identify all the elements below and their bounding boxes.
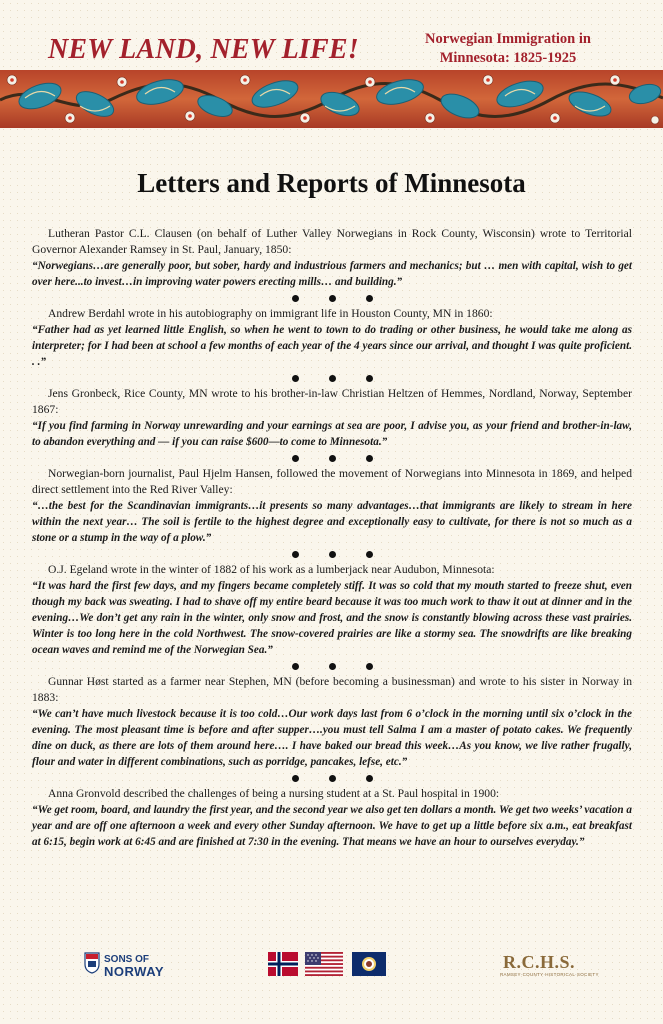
divider-dot bbox=[292, 775, 299, 782]
sponsor-footer bbox=[0, 944, 663, 984]
sons-line-2: NORWAY bbox=[104, 964, 165, 979]
norway-flag-icon bbox=[268, 952, 298, 976]
letter-entry-berdahl bbox=[32, 306, 632, 370]
letter-entry-clausen bbox=[32, 226, 632, 290]
sons-line-1: SONS OF bbox=[104, 954, 150, 965]
minnesota-flag-icon bbox=[352, 952, 386, 976]
rchs-wordmark: R.C.H.S. bbox=[502, 952, 575, 972]
entry-intro: Anna Gronvold described the challenges of being a nursing student at a St. Paul hospital in 1900: bbox=[48, 787, 500, 800]
subtitle-line-2: Minnesota: 1825-1925 bbox=[439, 50, 577, 66]
letter-entry-gronvold bbox=[32, 786, 632, 850]
exhibit-subtitle bbox=[408, 30, 608, 68]
entry-intro: Andrew Berdahl wrote in his autobiography on immigrant life in Houston County, MN in 1860: bbox=[48, 307, 493, 320]
subtitle-line-1: Norwegian Immigration in bbox=[425, 31, 591, 47]
section-divider bbox=[32, 770, 632, 786]
sons-of-norway-wordmark bbox=[104, 954, 164, 978]
exhibit-title: NEW LAND, NEW LIFE! bbox=[48, 34, 359, 65]
entry-intro: Norwegian-born journalist, Paul Hjelm Hansen, followed the movement of Norwegians into Minnesota in 1869, and helped direct settlement into the Red River Valley: bbox=[32, 467, 632, 496]
divider-dot bbox=[292, 295, 299, 302]
divider-dot bbox=[292, 375, 299, 382]
divider-dot bbox=[329, 455, 336, 462]
divider-dot bbox=[366, 375, 373, 382]
entry-quote: “We get room, board, and laundry the first year, and the second year we also get ten dollars a month. We get two weeks’ vacation a year and are off one afternoon a week and every other Sunday afternoon. We have to get up a little before six a.m., eat breakfast at 6:15, begin work at 6:45 and are finished at 7:30 in the evening. That means we have an hour to ourselves everyday.” bbox=[32, 804, 632, 848]
shield-icon bbox=[84, 952, 100, 974]
entry-intro: O.J. Egeland wrote in the winter of 1882 of his work as a lumberjack near Audubon, Minnesota: bbox=[48, 563, 495, 576]
usa-flag-icon bbox=[305, 952, 343, 976]
divider-dot bbox=[292, 663, 299, 670]
divider-dot bbox=[366, 455, 373, 462]
rosemaling-banner bbox=[0, 70, 663, 128]
divider-dot bbox=[329, 663, 336, 670]
header bbox=[0, 0, 663, 70]
divider-dot bbox=[329, 375, 336, 382]
entry-quote: “Norwegians…are generally poor, but sober, hardy and industrious farmers and mechanics; but … men with capital, wish to get over here...to invest…in improving water powers erecting mills… and building.” bbox=[32, 260, 632, 288]
section-divider bbox=[32, 290, 632, 306]
letter-entry-egeland bbox=[32, 562, 632, 658]
entry-intro: Jens Gronbeck, Rice County, MN wrote to his brother-in-law Christian Heltzen of Hemmes, Nordland, Norway, September 1867: bbox=[32, 387, 632, 416]
page-heading: Letters and Reports of Minnesota bbox=[137, 168, 526, 198]
divider-dot bbox=[292, 551, 299, 558]
section-divider bbox=[32, 450, 632, 466]
entry-quote: “…the best for the Scandinavian immigrants…it presents so many advantages…that immigrants are likely to stream in here within the next year… The soil is fertile to the highest degree and exceptionally easy to cultivate, for there is not so much as a stone or a stump in the way of a plow.” bbox=[32, 500, 632, 544]
letters-list bbox=[32, 226, 632, 850]
section-divider bbox=[32, 658, 632, 674]
rchs-logo bbox=[500, 952, 599, 982]
divider-dot bbox=[292, 455, 299, 462]
section-divider bbox=[32, 546, 632, 562]
divider-dot bbox=[366, 775, 373, 782]
entry-quote: “We can’t have much livestock because it is too cold…Our work days last from 6 o’clock in the morning until six o’clock in the evening. The most pleasant time is before and after supper….you must tell Salma I am a master of potato cakes. We frequently dine on duck, as there are lots of them around here…. I have baked our bread this week…As you know, we live rather frugally, flour and water in different combinations, such as porridge, pancakes, lefse, etc.” bbox=[32, 708, 632, 768]
divider-dot bbox=[366, 295, 373, 302]
entry-intro: Gunnar Høst started as a farmer near Stephen, MN (before becoming a businessman) and wrote to his sister in Norway in 1883: bbox=[32, 675, 632, 704]
entry-intro: Lutheran Pastor C.L. Clausen (on behalf of Luther Valley Norwegians in Rock County, Wisconsin) wrote to Territorial Governor Alexander Ramsey in St. Paul, January, 1850: bbox=[32, 227, 632, 256]
entry-quote: “It was hard the first few days, and my fingers became completely stiff. It was so cold that my mouth started to freeze shut, even though my back was sweating. I had to shave off my entire beard because it was too much work to thaw it out at dinner and in the evening…We don’t get any rain in the winter, only snow and frost, and the snow is constantly blowing across these vast prairies. Winter is too long here in the cold Northwest. The snow-covered prairies are like a stormy sea. The snowdrifts are like breaking ocean waves and remind me of the Norwegian Sea.” bbox=[32, 580, 632, 656]
entry-quote: “Father had as yet learned little English, so when he went to town to do trading or other business, he would take me along as interpreter; for I had been at school a few months of each year of the 4 years since our arrival, and thought I was quite proficient. . .” bbox=[32, 324, 632, 368]
letter-entry-hansen bbox=[32, 466, 632, 546]
divider-dot bbox=[329, 551, 336, 558]
divider-dot bbox=[329, 775, 336, 782]
divider-dot bbox=[329, 295, 336, 302]
letter-entry-host bbox=[32, 674, 632, 770]
entry-quote: “If you find farming in Norway unrewarding and your earnings at sea are poor, I advise you, as your friend and brother-in-law, to abandon everything and — if you can raise $600—to come to Minnesota.” bbox=[32, 420, 632, 448]
sons-of-norway-logo bbox=[84, 952, 168, 984]
divider-dot bbox=[366, 551, 373, 558]
divider-dot bbox=[366, 663, 373, 670]
rchs-tagline: RAMSEY·COUNTY·HISTORICAL·SOCIETY bbox=[500, 972, 599, 977]
section-divider bbox=[32, 370, 632, 386]
letter-entry-gronbeck bbox=[32, 386, 632, 450]
